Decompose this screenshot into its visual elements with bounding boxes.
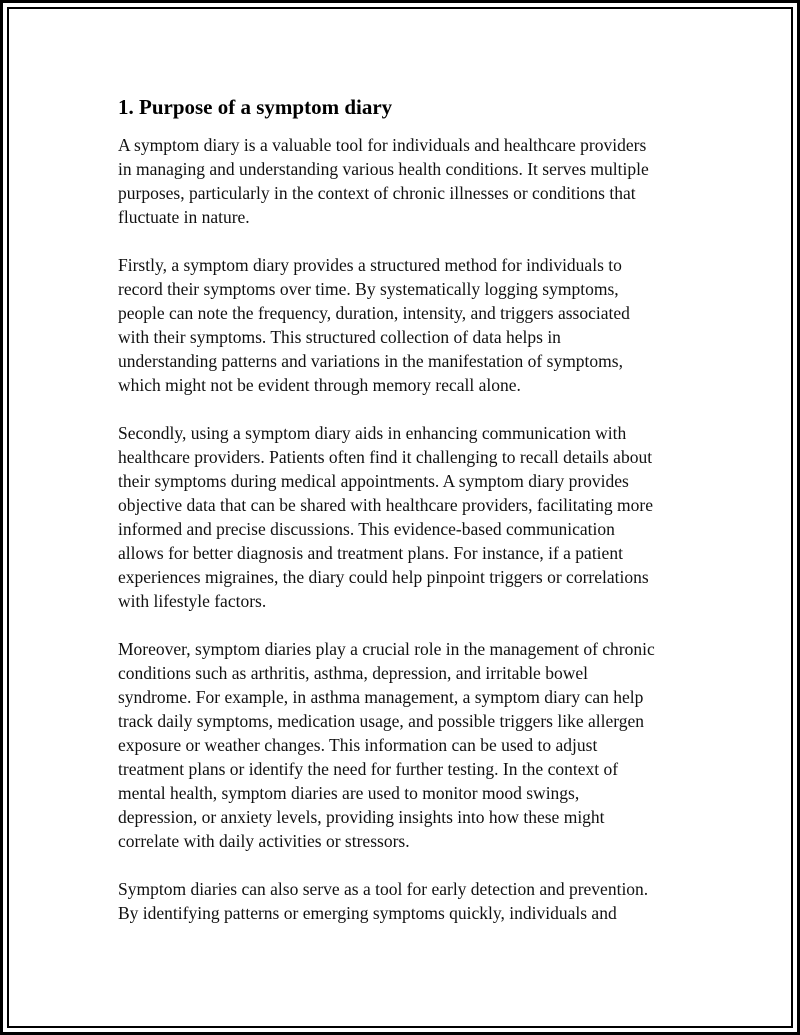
text-line: conditions such as arthritis, asthma, depression, and irritable bowel (118, 663, 588, 683)
text-line: treatment plans or identify the need for further testing. In the context of (118, 759, 619, 779)
text-line: Firstly, a symptom diary provides a structured method for individuals to (118, 255, 622, 275)
text-line: fluctuate in nature. (118, 207, 250, 227)
paragraph-intro (118, 133, 690, 229)
text-line: with their symptoms. This structured collection of data helps in (118, 327, 561, 347)
paragraph-early-detection (118, 877, 690, 925)
paragraph-firstly (118, 253, 690, 397)
text-line: understanding patterns and variations in the manifestation of symptoms, (118, 351, 623, 371)
document-body (118, 93, 690, 949)
text-line: allows for better diagnosis and treatment plans. For instance, if a patient (118, 543, 623, 563)
text-line: informed and precise discussions. This evidence-based communication (118, 519, 615, 539)
text-line: syndrome. For example, in asthma management, a symptom diary can help (118, 687, 644, 707)
text-line: exposure or weather changes. This information can be used to adjust (118, 735, 598, 755)
text-line: track daily symptoms, medication usage, and possible triggers like allergen (118, 711, 645, 731)
text-line: By identifying patterns or emerging symptoms quickly, individuals and (118, 903, 617, 923)
text-line: which might not be evident through memory recall alone. (118, 375, 521, 395)
text-line: experiences migraines, the diary could help pinpoint triggers or correlations (118, 567, 649, 587)
text-line: Symptom diaries can also serve as a tool for early detection and prevention. (118, 879, 649, 899)
text-line: Moreover, symptom diaries play a crucial role in the management of chronic (118, 639, 655, 659)
paragraph-secondly (118, 421, 690, 613)
text-line: purposes, particularly in the context of chronic illnesses or conditions that (118, 183, 636, 203)
text-line: mental health, symptom diaries are used to monitor mood swings, (118, 783, 580, 803)
text-line: with lifestyle factors. (118, 591, 267, 611)
text-line: record their symptoms over time. By systematically logging symptoms, (118, 279, 619, 299)
text-line: healthcare providers. Patients often find it challenging to recall details about (118, 447, 653, 467)
paragraph-moreover (118, 637, 690, 853)
text-line: in managing and understanding various health conditions. It serves multiple (118, 159, 649, 179)
text-line: objective data that can be shared with healthcare providers, facilitating more (118, 495, 653, 515)
section-heading: 1. Purpose of a symptom diary (118, 95, 393, 119)
text-line: depression, or anxiety levels, providing insights into how these might (118, 807, 605, 827)
text-line: people can note the frequency, duration, intensity, and triggers associated (118, 303, 630, 323)
text-line: A symptom diary is a valuable tool for individuals and healthcare providers (118, 135, 647, 155)
text-line: their symptoms during medical appointments. A symptom diary provides (118, 471, 629, 491)
text-line: Secondly, using a symptom diary aids in enhancing communication with (118, 423, 627, 443)
text-line: correlate with daily activities or stressors. (118, 831, 410, 851)
